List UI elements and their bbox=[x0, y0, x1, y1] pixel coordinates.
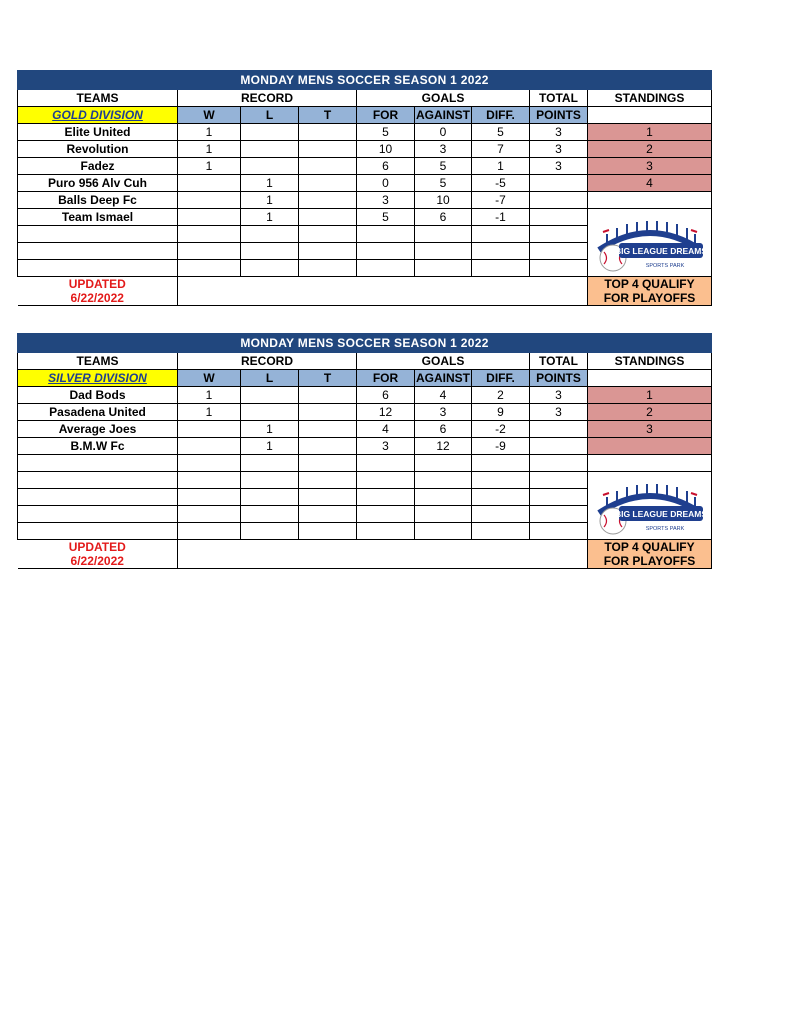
svg-text:SPORTS PARK: SPORTS PARK bbox=[645, 525, 684, 532]
points-cell: 3 bbox=[530, 387, 588, 404]
goal-diff-cell: -2 bbox=[472, 421, 530, 438]
big-league-dreams-logo-icon bbox=[593, 475, 707, 537]
goals-against-cell: 5 bbox=[415, 158, 472, 175]
standings-subheader-blank bbox=[588, 107, 712, 124]
ties-cell bbox=[299, 438, 357, 455]
teams-header: TEAMS bbox=[18, 90, 178, 107]
points-cell bbox=[530, 438, 588, 455]
logo-cell bbox=[588, 472, 712, 540]
ties-cell bbox=[299, 387, 357, 404]
goals-for-cell: 10 bbox=[357, 141, 415, 158]
table-row bbox=[18, 209, 712, 226]
goals-against-cell: 6 bbox=[415, 421, 472, 438]
goals-against-cell: 4 bbox=[415, 387, 472, 404]
qualify-line-2: FOR PLAYOFFS bbox=[603, 291, 696, 305]
ties-cell bbox=[299, 404, 357, 421]
silver-division-standings bbox=[17, 333, 711, 569]
total-header: TOTAL bbox=[530, 353, 588, 370]
team-name: Average Joes bbox=[18, 421, 178, 438]
total-header: TOTAL bbox=[530, 90, 588, 107]
points-cell: 3 bbox=[530, 141, 588, 158]
points-cell bbox=[530, 175, 588, 192]
team-name: Team Ismael bbox=[18, 209, 178, 226]
ties-cell bbox=[299, 209, 357, 226]
goal-diff-header: DIFF. bbox=[472, 107, 530, 124]
standings-header: STANDINGS bbox=[588, 353, 712, 370]
wins-cell: 1 bbox=[178, 404, 241, 421]
goals-for-header: FOR bbox=[357, 370, 415, 387]
updated-label: UPDATED bbox=[68, 540, 126, 554]
rank-cell: 2 bbox=[588, 404, 712, 421]
footer-blank bbox=[178, 277, 588, 306]
goals-header: GOALS bbox=[357, 90, 530, 107]
updated-note bbox=[18, 277, 178, 306]
goal-diff-cell: 9 bbox=[472, 404, 530, 421]
goal-diff-cell: 5 bbox=[472, 124, 530, 141]
goal-diff-cell: 7 bbox=[472, 141, 530, 158]
table-row bbox=[18, 141, 712, 158]
sheet-title: MONDAY MENS SOCCER SEASON 1 2022 bbox=[18, 71, 712, 90]
goals-against-header: AGAINST bbox=[416, 371, 470, 385]
rank-cell bbox=[588, 192, 712, 209]
wins-cell: 1 bbox=[178, 387, 241, 404]
points-cell bbox=[530, 421, 588, 438]
gold-standings-table bbox=[17, 70, 712, 306]
points-cell: 3 bbox=[530, 158, 588, 175]
rank-cell bbox=[588, 438, 712, 455]
ties-cell bbox=[299, 141, 357, 158]
sheet-title: MONDAY MENS SOCCER SEASON 1 2022 bbox=[18, 334, 712, 353]
standings-header: STANDINGS bbox=[588, 90, 712, 107]
points-cell: 3 bbox=[530, 124, 588, 141]
losses-cell: 1 bbox=[241, 421, 299, 438]
losses-cell bbox=[241, 404, 299, 421]
ties-cell bbox=[299, 192, 357, 209]
rank-cell: 1 bbox=[588, 387, 712, 404]
goals-against-header: AGAINST bbox=[416, 108, 470, 122]
table-row bbox=[18, 192, 712, 209]
goals-for-cell: 4 bbox=[357, 421, 415, 438]
goals-for-header: FOR bbox=[357, 107, 415, 124]
logo-cell bbox=[588, 209, 712, 277]
wins-cell bbox=[178, 209, 241, 226]
losses-cell: 1 bbox=[241, 438, 299, 455]
points-cell bbox=[530, 209, 588, 226]
record-header: RECORD bbox=[178, 90, 357, 107]
goals-against-cell: 10 bbox=[415, 192, 472, 209]
goal-diff-header: DIFF. bbox=[472, 370, 530, 387]
goals-for-cell: 6 bbox=[357, 158, 415, 175]
svg-text:BIG LEAGUE DREAMS: BIG LEAGUE DREAMS bbox=[614, 245, 707, 256]
goals-against-cell: 0 bbox=[415, 124, 472, 141]
empty-row bbox=[18, 455, 712, 472]
teams-header: TEAMS bbox=[18, 353, 178, 370]
ties-cell bbox=[299, 158, 357, 175]
updated-date: 6/22/2022 bbox=[70, 554, 124, 568]
points-cell bbox=[530, 192, 588, 209]
table-row bbox=[18, 124, 712, 141]
losses-header: L bbox=[241, 370, 299, 387]
record-header: RECORD bbox=[178, 353, 357, 370]
wins-cell: 1 bbox=[178, 124, 241, 141]
updated-note bbox=[18, 540, 178, 569]
goals-for-cell: 6 bbox=[357, 387, 415, 404]
svg-text:SPORTS PARK: SPORTS PARK bbox=[645, 262, 684, 269]
wins-cell bbox=[178, 192, 241, 209]
table-row bbox=[18, 387, 712, 404]
empty-row bbox=[18, 472, 712, 489]
goals-against-cell: 12 bbox=[415, 438, 472, 455]
playoff-qualify-note bbox=[588, 277, 712, 306]
rank-cell: 3 bbox=[588, 158, 712, 175]
wins-cell bbox=[178, 421, 241, 438]
footer-blank bbox=[178, 540, 588, 569]
table-row bbox=[18, 438, 712, 455]
goals-for-cell: 3 bbox=[357, 438, 415, 455]
silver-standings-table bbox=[17, 333, 712, 569]
qualify-line-1: TOP 4 QUALIFY bbox=[604, 540, 695, 554]
table-row bbox=[18, 158, 712, 175]
goals-against-cell: 6 bbox=[415, 209, 472, 226]
losses-cell bbox=[241, 141, 299, 158]
losses-cell: 1 bbox=[241, 175, 299, 192]
big-league-dreams-logo-icon bbox=[593, 212, 707, 274]
ties-cell bbox=[299, 124, 357, 141]
goals-for-cell: 5 bbox=[357, 209, 415, 226]
wins-cell: 1 bbox=[178, 141, 241, 158]
goals-against-cell: 5 bbox=[415, 175, 472, 192]
team-name: Elite United bbox=[18, 124, 178, 141]
goal-diff-cell: -9 bbox=[472, 438, 530, 455]
goal-diff-cell: -5 bbox=[472, 175, 530, 192]
division-label: SILVER DIVISION bbox=[18, 370, 178, 387]
qualify-line-1: TOP 4 QUALIFY bbox=[604, 277, 695, 291]
goal-diff-cell: 1 bbox=[472, 158, 530, 175]
goals-against-cell: 3 bbox=[415, 404, 472, 421]
wins-cell bbox=[178, 438, 241, 455]
updated-label: UPDATED bbox=[68, 277, 126, 291]
rank-cell: 4 bbox=[588, 175, 712, 192]
playoff-qualify-note bbox=[588, 540, 712, 569]
goals-against-cell: 3 bbox=[415, 141, 472, 158]
wins-header: W bbox=[178, 107, 241, 124]
rank-cell: 1 bbox=[588, 124, 712, 141]
wins-header: W bbox=[178, 370, 241, 387]
team-name: Revolution bbox=[18, 141, 178, 158]
losses-cell: 1 bbox=[241, 192, 299, 209]
losses-cell: 1 bbox=[241, 209, 299, 226]
goals-header: GOALS bbox=[357, 353, 530, 370]
ties-cell bbox=[299, 421, 357, 438]
team-name: Pasadena United bbox=[18, 404, 178, 421]
goal-diff-cell: 2 bbox=[472, 387, 530, 404]
svg-text:BIG LEAGUE DREAMS: BIG LEAGUE DREAMS bbox=[614, 508, 707, 519]
goals-for-cell: 0 bbox=[357, 175, 415, 192]
losses-header: L bbox=[241, 107, 299, 124]
goal-diff-cell: -1 bbox=[472, 209, 530, 226]
losses-cell bbox=[241, 124, 299, 141]
goal-diff-cell: -7 bbox=[472, 192, 530, 209]
rank-cell: 3 bbox=[588, 421, 712, 438]
ties-header: T bbox=[299, 107, 357, 124]
goals-for-cell: 5 bbox=[357, 124, 415, 141]
team-name: Dad Bods bbox=[18, 387, 178, 404]
losses-cell bbox=[241, 387, 299, 404]
rank-cell: 2 bbox=[588, 141, 712, 158]
table-row bbox=[18, 175, 712, 192]
team-name: Fadez bbox=[18, 158, 178, 175]
division-label: GOLD DIVISION bbox=[18, 107, 178, 124]
ties-cell bbox=[299, 175, 357, 192]
gold-division-standings bbox=[17, 70, 711, 306]
team-name: B.M.W Fc bbox=[18, 438, 178, 455]
goals-for-cell: 12 bbox=[357, 404, 415, 421]
team-name: Balls Deep Fc bbox=[18, 192, 178, 209]
team-name: Puro 956 Alv Cuh bbox=[18, 175, 178, 192]
losses-cell bbox=[241, 158, 299, 175]
wins-cell: 1 bbox=[178, 158, 241, 175]
points-cell: 3 bbox=[530, 404, 588, 421]
points-header: POINTS bbox=[530, 107, 588, 124]
standings-subheader-blank bbox=[588, 370, 712, 387]
wins-cell bbox=[178, 175, 241, 192]
ties-header: T bbox=[299, 370, 357, 387]
goals-for-cell: 3 bbox=[357, 192, 415, 209]
table-row bbox=[18, 421, 712, 438]
updated-date: 6/22/2022 bbox=[70, 291, 124, 305]
points-header: POINTS bbox=[530, 370, 588, 387]
table-row bbox=[18, 404, 712, 421]
qualify-line-2: FOR PLAYOFFS bbox=[603, 554, 696, 568]
